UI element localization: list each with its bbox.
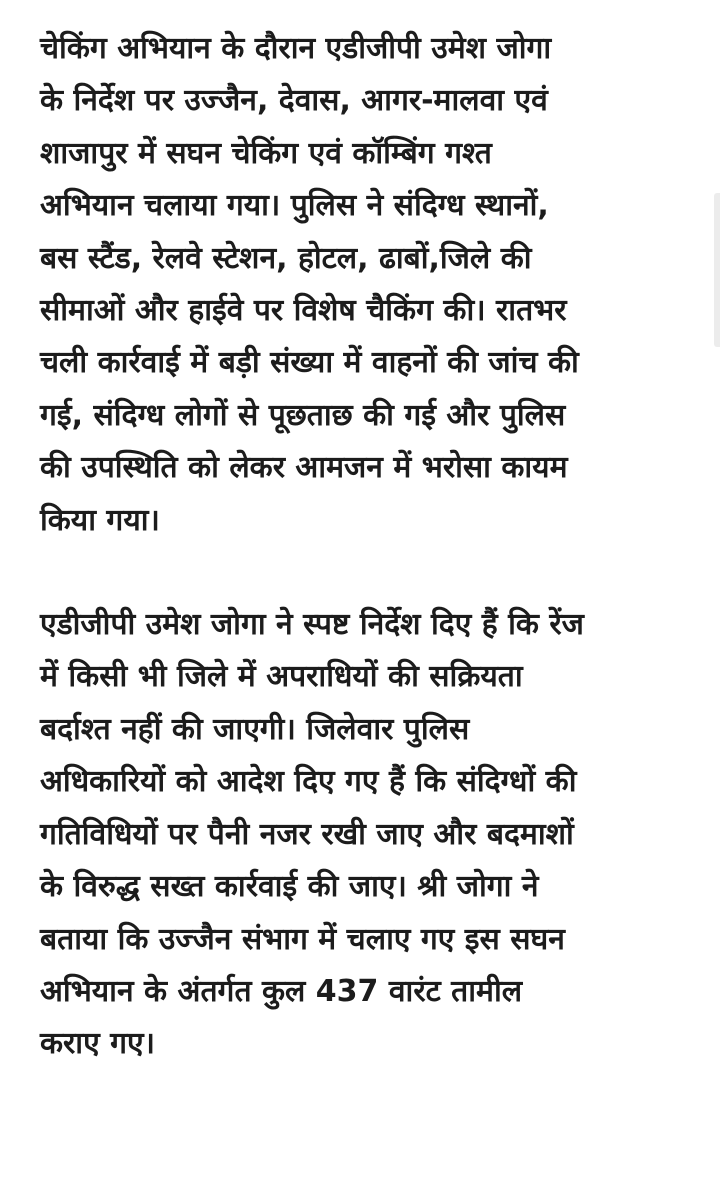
text-line: चेकिंग अभियान के दौरान एडीजीपी उमेश जोगा xyxy=(40,31,552,66)
text-line: किया गया। xyxy=(40,502,160,538)
text-line: में किसी भी जिले में अपराधियों की सक्रियता xyxy=(40,659,523,695)
article-body xyxy=(40,23,680,1071)
text-line: कराए गए। xyxy=(40,1026,155,1062)
text-line: शाजापुर में सघन चेकिंग एवं कॉम्बिंग गश्त xyxy=(40,135,492,171)
paragraph-2 xyxy=(40,599,680,1071)
text-line: गई, संदिग्ध लोगों से पूछताछ की गई और पुलिस xyxy=(40,397,566,433)
text-line: के निर्देश पर उज्जैन, देवास, आगर-मालवा एवं xyxy=(40,83,548,119)
text-line: चली कार्रवाई में बड़ी संख्या में वाहनों की जांच की xyxy=(40,345,579,381)
text-line: अधिकारियों को आदेश दिए गए हैं कि संदिग्धों की xyxy=(40,764,577,800)
text-line: बस स्टैंड, रेलवे स्टेशन, होटल, ढाबों,जिले की xyxy=(40,240,532,276)
text-line: अभियान चलाया गया। पुलिस ने संदिग्ध स्थानों, xyxy=(40,188,549,224)
scrollbar[interactable] xyxy=(714,193,720,347)
text-line: सीमाओं और हाईवे पर विशेष चैकिंग की। रातभर xyxy=(40,293,567,329)
text-line: की उपस्थिति को लेकर आमजन में भरोसा कायम xyxy=(40,450,568,486)
text-line: बर्दाश्त नहीं की जाएगी। जिलेवार पुलिस xyxy=(40,711,470,747)
paragraph-1 xyxy=(40,23,680,547)
text-line: गतिविधियों पर पैनी नजर रखी जाए और बदमाशों xyxy=(40,816,574,852)
text-line: के विरुद्ध सख्त कार्रवाई की जाए। श्री जोगा ने xyxy=(40,869,539,905)
paragraph-spacer xyxy=(40,547,680,599)
text-line: एडीजीपी उमेश जोगा ने स्पष्ट निर्देश दिए हैं कि रेंज xyxy=(40,607,584,643)
text-line: अभियान के अंतर्गत कुल 437 वारंट तामील xyxy=(40,973,523,1009)
text-line: बताया कि उज्जैन संभाग में चलाए गए इस सघन xyxy=(40,921,565,957)
